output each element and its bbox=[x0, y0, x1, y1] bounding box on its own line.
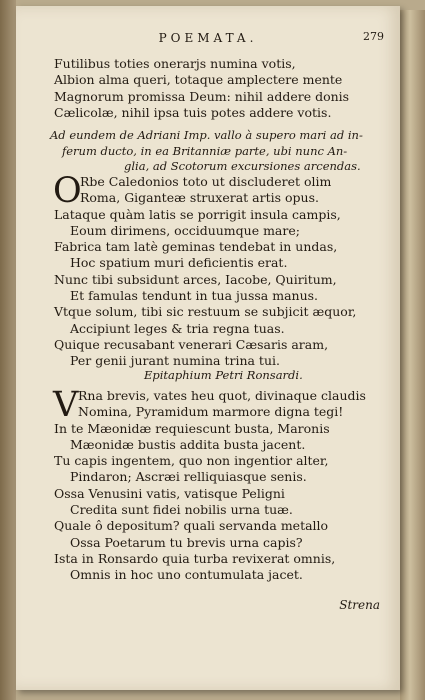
verse-line: Ista in Ronsardo quia turba revixerat omnis, bbox=[54, 550, 336, 566]
verse-line: Credita sunt fidei nobilis urna tuæ. bbox=[70, 502, 293, 518]
verse-line: Cælicolæ, nihil ipsa tuis potes addere votis. bbox=[54, 104, 332, 120]
verse-line: Omnis in hoc uno contumulata jacet. bbox=[70, 567, 303, 583]
verse-line: Tu capis ingentem, quo non ingentior alter, bbox=[54, 453, 329, 469]
verse-line: Fabrica tam latè geminas tendebat in undas, bbox=[54, 239, 338, 255]
catchword: Strena bbox=[339, 598, 380, 612]
verse-line: Quique recusabant venerari Cæsaris aram, bbox=[54, 336, 329, 352]
verse-line: Futilibus toties onerarjs numina votis, bbox=[54, 56, 296, 71]
verse-line: Per genii jurant numina trina tui. bbox=[70, 353, 280, 369]
verse-line: Mæonidæ bustis addita busta jacent. bbox=[70, 436, 306, 452]
verse-line: In te Mæonidæ requiescunt busta, Maronis bbox=[54, 420, 330, 436]
verse-line: Nunc tibi subsidunt arces, Iacobe, Quiritum, bbox=[54, 271, 337, 287]
book-page bbox=[16, 6, 400, 690]
verse-line: Et famulas tendunt in tua jussa manus. bbox=[70, 288, 319, 304]
drop-cap: O bbox=[53, 171, 82, 211]
poem-1 bbox=[16, 171, 400, 370]
verse-line: Ossa Poetarum tu brevis urna capis? bbox=[70, 534, 303, 550]
verse-line: Quale ô depositum? quali servanda metallo bbox=[54, 518, 329, 534]
verse-line: Albion alma queri, totaque amplectere mente bbox=[54, 72, 343, 88]
verse-line: Pindaron; Ascræi relliquiasque senis. bbox=[70, 469, 307, 485]
verse-line: Ossa Venusini vatis, vatisque Peligni bbox=[54, 485, 285, 501]
title-line: glia, ad Scotorum excursiones arcendas. bbox=[124, 159, 361, 173]
title-line: Ad eundem de Adriani Imp. vallo à supero mari ad in- bbox=[50, 128, 363, 142]
drop-cap: V bbox=[53, 385, 79, 425]
verse-line: Eoum dirimens, occiduumque mare; bbox=[70, 222, 300, 238]
verse-line: Vtque solum, tibi sic restuum se subjicit æquor, bbox=[54, 304, 357, 320]
verse-line: Roma, Giganteæ struxerat artis opus. bbox=[80, 190, 319, 206]
verse-line: Hoc spatium muri deficientis erat. bbox=[70, 255, 288, 271]
title-line: ferum ducto, in ea Britanniæ parte, ubi nunc An- bbox=[62, 143, 348, 158]
stanza-1 bbox=[16, 56, 400, 121]
page-number: 279 bbox=[363, 30, 384, 43]
page-edges bbox=[400, 10, 425, 700]
verse-line: Magnorum promissa Deum: nihil addere donis bbox=[54, 88, 350, 104]
poem-1-title bbox=[16, 128, 400, 175]
poem-2 bbox=[16, 385, 400, 584]
verse-line: Rbe Caledonios toto ut discluderet olim bbox=[80, 174, 332, 189]
verse-line: Accipiunt leges & tria regna tuas. bbox=[70, 320, 285, 336]
poem-2-title bbox=[16, 368, 400, 384]
verse-line: Nomina, Pyramidum marmore digna tegi! bbox=[78, 404, 344, 420]
running-title: POEMATA. bbox=[158, 31, 258, 45]
verse-line: Rna brevis, vates heu quot, divinaque claudis bbox=[78, 388, 366, 403]
title-line: Epitaphium Petri Ronsardi. bbox=[144, 368, 303, 382]
verse-line: Lataque quàm latis se porrigit insula campis, bbox=[54, 206, 341, 222]
book-spine-shadow bbox=[0, 0, 16, 700]
